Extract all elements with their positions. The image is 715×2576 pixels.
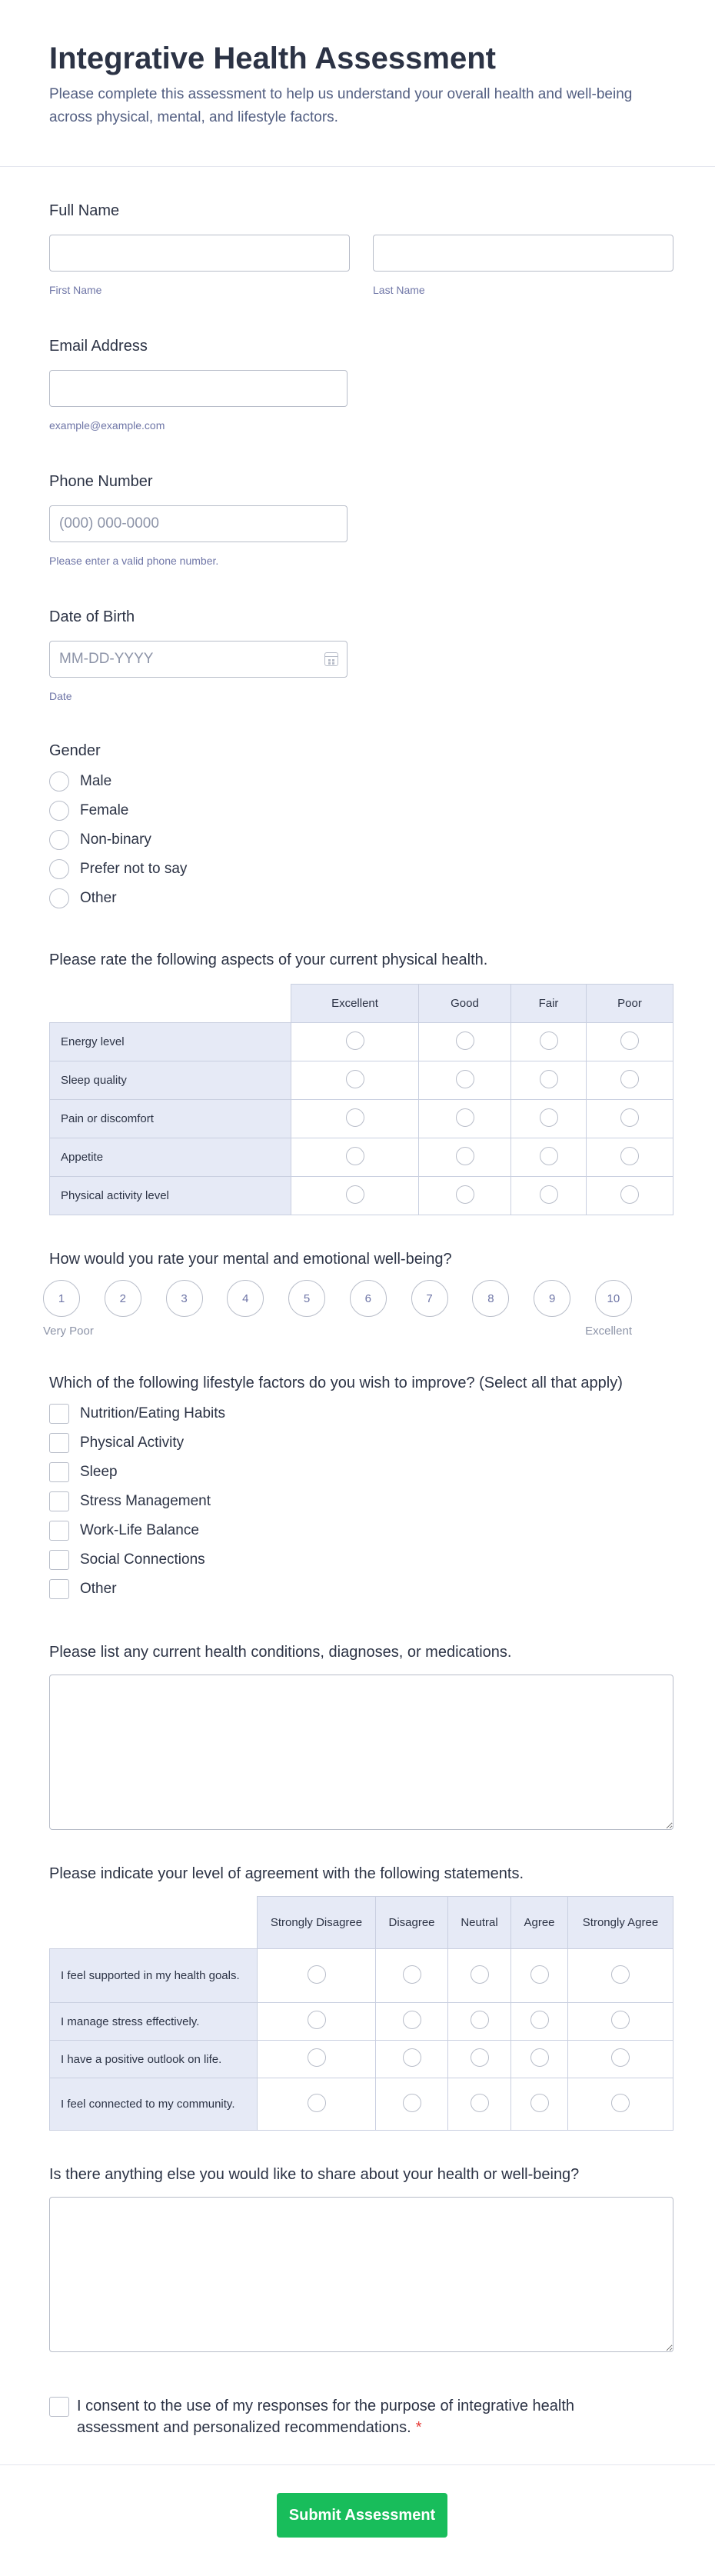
matrix-column-header: Poor xyxy=(587,985,673,1023)
submit-button[interactable]: Submit Assessment xyxy=(277,2493,447,2538)
gender-option[interactable] xyxy=(49,884,673,913)
radio-circle[interactable] xyxy=(620,1070,639,1088)
radio-circle[interactable] xyxy=(49,859,69,879)
matrix-cell[interactable] xyxy=(511,2078,568,2131)
gender-option-label: Female xyxy=(80,802,129,818)
matrix-column-header: Disagree xyxy=(376,1897,448,1949)
physical-health-matrix xyxy=(49,984,673,1215)
matrix-row xyxy=(50,2078,673,2131)
matrix-row-label: Sleep quality xyxy=(50,1061,291,1100)
radio-circle[interactable] xyxy=(620,1108,639,1127)
radio-circle[interactable] xyxy=(540,1185,558,1204)
conditions-label: Please list any current health conditions, diagnoses, or medications. xyxy=(49,1644,512,1661)
phone-sublabel: Please enter a valid phone number. xyxy=(49,555,219,567)
lifestyle-options xyxy=(49,1399,673,1604)
lifestyle-option[interactable] xyxy=(49,1399,673,1428)
matrix-column-header: Good xyxy=(419,985,511,1023)
last-name-col xyxy=(373,235,673,296)
scale-labels xyxy=(43,1325,632,1338)
full-name-label: Full Name xyxy=(49,202,120,219)
radio-circle[interactable] xyxy=(540,1147,558,1165)
matrix-row-label: I feel connected to my community. xyxy=(50,2078,258,2131)
radio-circle[interactable] xyxy=(471,2094,489,2112)
radio-circle[interactable] xyxy=(540,1070,558,1088)
scale-high-label: Excellent xyxy=(585,1325,632,1338)
checkbox[interactable] xyxy=(49,1433,69,1453)
matrix-cell[interactable] xyxy=(448,2078,511,2131)
matrix-cell[interactable] xyxy=(587,1100,673,1138)
radio-circle[interactable] xyxy=(403,1965,421,1984)
lifestyle-option-label: Stress Management xyxy=(80,1493,211,1509)
matrix-column-header: Fair xyxy=(511,985,587,1023)
phone-field xyxy=(49,472,673,567)
matrix-row xyxy=(50,1138,673,1177)
lifestyle-option[interactable] xyxy=(49,1575,673,1604)
matrix-corner xyxy=(50,985,291,1023)
radio-circle[interactable] xyxy=(403,2094,421,2112)
radio-circle[interactable] xyxy=(308,2011,326,2029)
radio-circle[interactable] xyxy=(456,1185,474,1204)
matrix-cell[interactable] xyxy=(448,1949,511,2003)
physical-health-field xyxy=(49,950,673,1215)
lifestyle-option-label: Physical Activity xyxy=(80,1435,185,1451)
physical-health-label: Please rate the following aspects of your current physical health. xyxy=(49,951,488,968)
form-header xyxy=(0,0,715,167)
gender-option-label: Male xyxy=(80,773,112,789)
matrix-cell[interactable] xyxy=(448,2041,511,2078)
scale-option[interactable]: 1 xyxy=(43,1280,80,1317)
lifestyle-field xyxy=(49,1373,673,1604)
matrix-cell[interactable] xyxy=(568,2003,673,2041)
mental-health-label: How would you rate your mental and emotional well-being? xyxy=(49,1251,452,1268)
matrix-cell[interactable] xyxy=(511,2003,568,2041)
radio-circle[interactable] xyxy=(611,2011,630,2029)
lifestyle-option-label: Social Connections xyxy=(80,1551,205,1568)
matrix-corner xyxy=(50,1897,258,1949)
matrix-column-header: Excellent xyxy=(291,985,419,1023)
gender-option-label: Non-binary xyxy=(80,831,151,848)
matrix-cell[interactable] xyxy=(587,1023,673,1061)
matrix-cell[interactable] xyxy=(376,2003,448,2041)
radio-circle[interactable] xyxy=(49,888,69,908)
matrix-cell[interactable] xyxy=(568,1949,673,2003)
last-name-sublabel: Last Name xyxy=(373,284,425,296)
radio-circle[interactable] xyxy=(456,1070,474,1088)
matrix-cell[interactable] xyxy=(511,1061,587,1100)
matrix-row-label: Physical activity level xyxy=(50,1177,291,1215)
matrix-cell[interactable] xyxy=(419,1100,511,1138)
radio-circle[interactable] xyxy=(540,1031,558,1050)
email-field xyxy=(49,336,673,432)
radio-circle[interactable] xyxy=(620,1147,639,1165)
radio-circle[interactable] xyxy=(456,1147,474,1165)
form-content xyxy=(0,201,715,2438)
radio-circle[interactable] xyxy=(49,830,69,850)
dob-input[interactable] xyxy=(49,641,348,678)
gender-option[interactable] xyxy=(49,825,673,855)
radio-circle[interactable] xyxy=(620,1185,639,1204)
radio-circle[interactable] xyxy=(530,2011,549,2029)
checkbox[interactable] xyxy=(49,1550,69,1570)
scale-option[interactable]: 9 xyxy=(534,1280,570,1317)
matrix-row xyxy=(50,1061,673,1100)
email-sublabel: example@example.com xyxy=(49,419,165,432)
matrix-row xyxy=(50,2041,673,2078)
matrix-column-header: Neutral xyxy=(448,1897,511,1949)
radio-circle[interactable] xyxy=(456,1031,474,1050)
mental-health-field xyxy=(43,1249,673,1338)
calendar-icon[interactable] xyxy=(324,652,338,666)
matrix-cell[interactable] xyxy=(511,1100,587,1138)
matrix-cell[interactable] xyxy=(376,2041,448,2078)
matrix-row xyxy=(50,2003,673,2041)
matrix-cell[interactable] xyxy=(511,2041,568,2078)
agreement-label: Please indicate your level of agreement with the following statements. xyxy=(49,1865,524,1882)
radio-circle[interactable] xyxy=(403,2011,421,2029)
lifestyle-option[interactable] xyxy=(49,1428,673,1458)
gender-label: Gender xyxy=(49,742,101,759)
phone-label: Phone Number xyxy=(49,473,153,490)
lifestyle-option-label: Work-Life Balance xyxy=(80,1522,199,1538)
matrix-cell[interactable] xyxy=(258,2041,376,2078)
matrix-cell[interactable] xyxy=(258,2003,376,2041)
matrix-column-header: Agree xyxy=(511,1897,568,1949)
matrix-cell[interactable] xyxy=(419,1177,511,1215)
radio-circle[interactable] xyxy=(346,1147,364,1165)
lifestyle-option[interactable] xyxy=(49,1458,673,1487)
radio-circle[interactable] xyxy=(540,1108,558,1127)
scale-low-label: Very Poor xyxy=(43,1325,94,1338)
matrix-cell[interactable] xyxy=(291,1138,419,1177)
radio-circle[interactable] xyxy=(611,2094,630,2112)
matrix-cell[interactable] xyxy=(291,1023,419,1061)
form-description: Please complete this assessment to help us understand your overall health and well-being across physical, mental, and lifestyle factors. xyxy=(49,86,633,125)
matrix-row xyxy=(50,1949,673,2003)
dob-wrap xyxy=(49,641,348,678)
checkbox[interactable] xyxy=(49,1579,69,1599)
radio-circle[interactable] xyxy=(471,1965,489,1984)
matrix-cell[interactable] xyxy=(291,1061,419,1100)
checkbox[interactable] xyxy=(49,1462,69,1482)
dob-field xyxy=(49,607,673,702)
email-label: Email Address xyxy=(49,338,148,355)
lifestyle-option[interactable] xyxy=(49,1516,673,1545)
radio-circle[interactable] xyxy=(530,2048,549,2067)
scale-option[interactable]: 5 xyxy=(288,1280,325,1317)
dob-label: Date of Birth xyxy=(49,608,135,625)
radio-circle[interactable] xyxy=(471,2048,489,2067)
matrix-cell[interactable] xyxy=(587,1177,673,1215)
matrix-cell[interactable] xyxy=(258,1949,376,2003)
checkbox[interactable] xyxy=(49,1521,69,1541)
gender-option[interactable] xyxy=(49,796,673,825)
lifestyle-option-label: Sleep xyxy=(80,1464,118,1480)
consent-checkbox[interactable] xyxy=(49,2397,69,2417)
first-name-sublabel: First Name xyxy=(49,284,102,296)
matrix-cell[interactable] xyxy=(511,1949,568,2003)
gender-option-label: Other xyxy=(80,890,117,906)
radio-circle[interactable] xyxy=(346,1031,364,1050)
checkbox[interactable] xyxy=(49,1491,69,1511)
matrix-cell[interactable] xyxy=(568,2041,673,2078)
matrix-row xyxy=(50,1177,673,1215)
form-title: Integrative Health Assessment xyxy=(49,42,496,75)
conditions-field xyxy=(49,1642,673,1830)
radio-circle[interactable] xyxy=(456,1108,474,1127)
other-field xyxy=(49,2164,673,2352)
matrix-cell[interactable] xyxy=(568,2078,673,2131)
lifestyle-option[interactable] xyxy=(49,1487,673,1516)
radio-circle[interactable] xyxy=(471,2011,489,2029)
matrix-row-label: I feel supported in my health goals. xyxy=(50,1949,258,2003)
scale-option[interactable]: 8 xyxy=(472,1280,509,1317)
agreement-field xyxy=(49,1864,673,2131)
matrix-cell[interactable] xyxy=(419,1138,511,1177)
radio-circle[interactable] xyxy=(308,2094,326,2112)
radio-circle[interactable] xyxy=(49,801,69,821)
matrix-cell[interactable] xyxy=(291,1100,419,1138)
last-name-input[interactable] xyxy=(373,235,673,272)
form-footer xyxy=(0,2464,715,2576)
matrix-header-row xyxy=(50,985,673,1023)
matrix-row-label: I manage stress effectively. xyxy=(50,2003,258,2041)
gender-options xyxy=(49,767,673,913)
radio-circle[interactable] xyxy=(346,1108,364,1127)
radio-circle[interactable] xyxy=(611,1965,630,1984)
consent-text: I consent to the use of my responses for the purpose of integrative health assessment and personalized recommendations. xyxy=(77,2398,575,2436)
matrix-cell[interactable] xyxy=(376,2078,448,2131)
conditions-textarea[interactable] xyxy=(49,1675,673,1830)
matrix-cell[interactable] xyxy=(291,1177,419,1215)
dob-sublabel: Date xyxy=(49,690,72,702)
gender-option[interactable] xyxy=(49,767,673,796)
scale-option[interactable]: 3 xyxy=(166,1280,203,1317)
email-input[interactable] xyxy=(49,370,348,407)
lifestyle-option-label: Nutrition/Eating Habits xyxy=(80,1405,226,1421)
gender-option[interactable] xyxy=(49,855,673,884)
consent-text-wrap xyxy=(77,2395,607,2438)
radio-circle[interactable] xyxy=(308,1965,326,1984)
matrix-row xyxy=(50,1100,673,1138)
radio-circle[interactable] xyxy=(308,2048,326,2067)
matrix-row-label: I have a positive outlook on life. xyxy=(50,2041,258,2078)
matrix-cell[interactable] xyxy=(419,1061,511,1100)
matrix-column-header: Strongly Agree xyxy=(568,1897,673,1949)
radio-circle[interactable] xyxy=(346,1185,364,1204)
radio-circle[interactable] xyxy=(346,1070,364,1088)
lifestyle-option-label: Other xyxy=(80,1581,117,1597)
checkbox[interactable] xyxy=(49,1404,69,1424)
radio-circle[interactable] xyxy=(620,1031,639,1050)
first-name-col xyxy=(49,235,350,296)
scale-option[interactable]: 7 xyxy=(411,1280,448,1317)
matrix-cell[interactable] xyxy=(419,1023,511,1061)
matrix-column-header: Strongly Disagree xyxy=(258,1897,376,1949)
lifestyle-option[interactable] xyxy=(49,1545,673,1575)
matrix-cell[interactable] xyxy=(448,2003,511,2041)
rating-scale xyxy=(43,1280,632,1317)
matrix-cell[interactable] xyxy=(376,1949,448,2003)
matrix-row-label: Pain or discomfort xyxy=(50,1100,291,1138)
matrix-row-label: Energy level xyxy=(50,1023,291,1061)
consent-field[interactable] xyxy=(49,2395,673,2438)
radio-circle[interactable] xyxy=(611,2048,630,2067)
matrix-cell[interactable] xyxy=(587,1061,673,1100)
phone-input[interactable] xyxy=(49,505,348,542)
matrix-row-label: Appetite xyxy=(50,1138,291,1177)
other-label: Is there anything else you would like to share about your health or well-being? xyxy=(49,2166,580,2183)
lifestyle-label: Which of the following lifestyle factors do you wish to improve? (Select all that apply) xyxy=(49,1375,623,1391)
matrix-cell[interactable] xyxy=(511,1138,587,1177)
radio-circle[interactable] xyxy=(530,1965,549,1984)
gender-field xyxy=(49,741,673,913)
full-name-field xyxy=(49,201,673,296)
agreement-matrix xyxy=(49,1896,673,2131)
other-textarea[interactable] xyxy=(49,2197,673,2352)
matrix-cell[interactable] xyxy=(511,1177,587,1215)
first-name-input[interactable] xyxy=(49,235,350,272)
radio-circle[interactable] xyxy=(403,2048,421,2067)
matrix-cell[interactable] xyxy=(258,2078,376,2131)
matrix-cell[interactable] xyxy=(587,1138,673,1177)
full-name-row xyxy=(49,235,673,296)
matrix-row xyxy=(50,1023,673,1061)
matrix-cell[interactable] xyxy=(511,1023,587,1061)
scale-option[interactable]: 4 xyxy=(227,1280,264,1317)
scale-option[interactable]: 2 xyxy=(105,1280,141,1317)
radio-circle[interactable] xyxy=(530,2094,549,2112)
matrix-header-row xyxy=(50,1897,673,1949)
radio-circle[interactable] xyxy=(49,771,69,791)
gender-option-label: Prefer not to say xyxy=(80,861,188,877)
required-asterisk: * xyxy=(415,2419,422,2436)
scale-option[interactable]: 10 xyxy=(595,1280,632,1317)
scale-option[interactable]: 6 xyxy=(350,1280,387,1317)
